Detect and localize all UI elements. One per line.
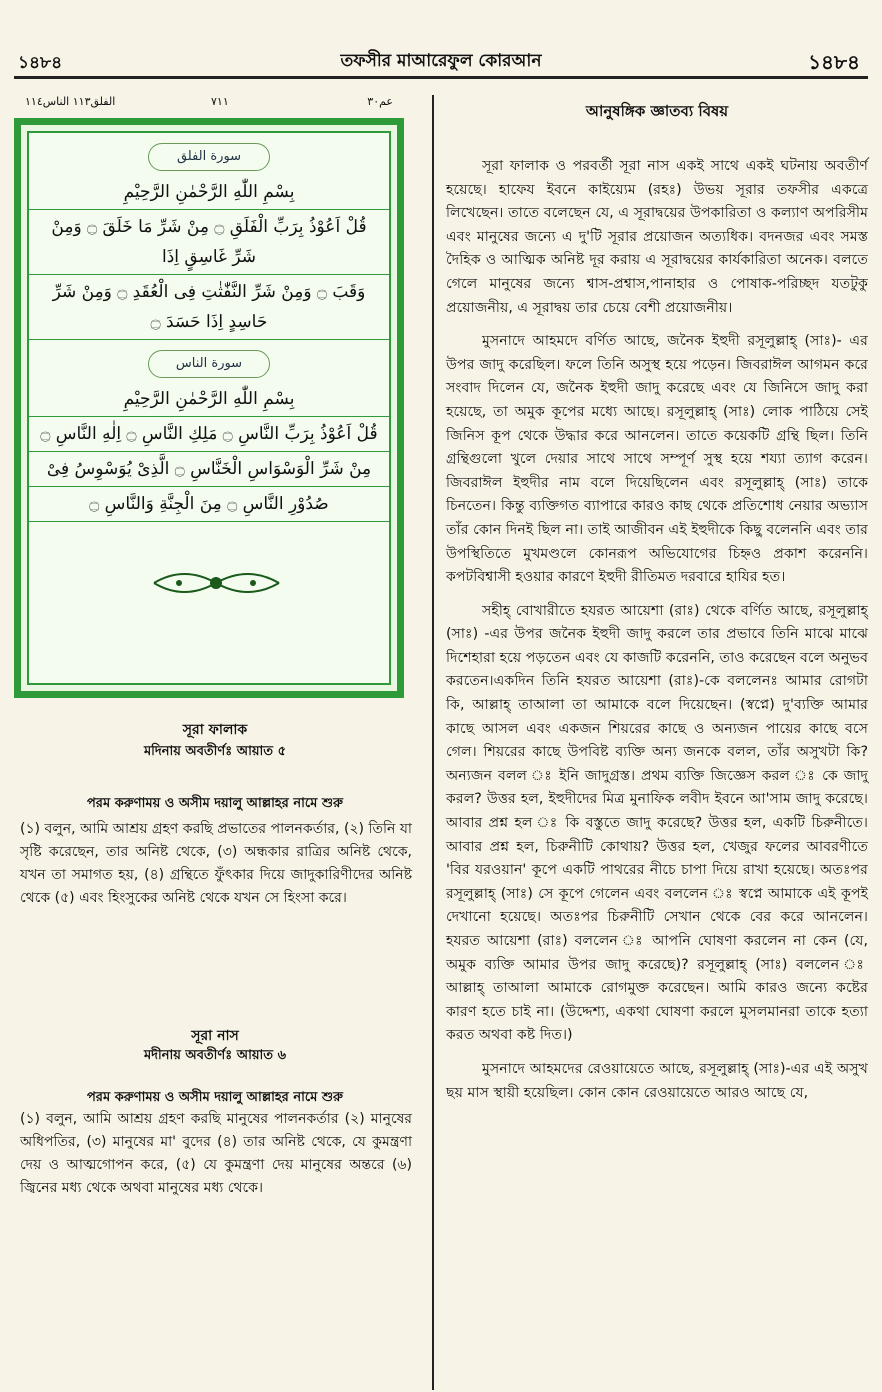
- commentary-paragraph: সূরা ফালাক ও পরবর্তী সূরা নাস একই সাথে একই ঘটনায় অবতীর্ণ হয়েছে। হাফেয ইবনে কাইয়্যেম (রহঃ) উভয় সূরার তফসীর একত্রে লিখেছেন। তাতে বলেছেন যে, এ সূরাদ্বয়ের উপকারিতা ও কল্যাণ অপরিসীম এবং মানুষের জন্যে এ দু'টি সূরার প্রয়োজন অত্যধিক। বদনজর এবং সমস্ত দৈহিক ও আত্মিক অনিষ্ট দূর করায় এ সূরাদ্বয়ের কার্যকারিতা অনেক। বলতে গেলে মানুষের জন্যে শ্বাস-প্রশ্বাস,পানাহার ও পোষাক-পরিচ্ছদ যতটুকু প্রয়োজনীয়, এ সূরাদ্বয় তার চেয়ে বেশী প্রয়োজনীয়।: [446, 158, 868, 316]
- page-number-right: ১৪৮৪: [808, 50, 860, 74]
- commentary-column: [446, 100, 868, 1115]
- book-title: তফসীর মাআরেফুল কোরআন: [340, 51, 542, 71]
- ayah-line: بِسْمِ اللّٰهِ الرَّحْمٰنِ الرَّحِيْمِ: [29, 175, 389, 210]
- ayah-line: قُلْ اَعُوْذُ بِرَبِّ الْفَلَقِ ۝ مِنْ شَرِّ مَا خَلَقَ ۝ وَمِنْ شَرِّ غَاسِقٍ اِذَا: [29, 210, 389, 275]
- quran-box-header: [21, 95, 397, 115]
- ayah-line: مِنْ شَرِّ الْوَسْوَاسِ الْخَنَّاسِ ۝ الَّذِىْ يُوَسْوِسُ فِىْ: [29, 452, 389, 487]
- end-ornament-icon: [149, 563, 284, 603]
- ayah-line: قُلْ اَعُوْذُ بِرَبِّ النَّاسِ ۝ مَلِكِ النَّاسِ ۝ اِلٰهِ النَّاسِ ۝: [29, 417, 389, 452]
- ayah-line: وَقَبَ ۝ وَمِنْ شَرِّ النَّفّٰثٰتِ فِى الْعُقَدِ ۝ وَمِنْ شَرِّ حَاسِدٍ اِذَا حَسَدَ ۝: [29, 275, 389, 340]
- falaq-bismillah-translation: পরম করুণাময় ও অসীম দয়ালু আল্লাহর নামে শুরু: [86, 796, 344, 811]
- quran-page-number: ٧١١: [211, 95, 229, 108]
- juz-label: عم٣٠: [367, 95, 393, 108]
- nas-translation: (১) বলুন, আমি আশ্রয় গ্রহণ করছি মানুষের পালনকর্তার (২) মানুষের অধিপতির, (৩) মানুষের মা' বুদের (৪) তার অনিষ্ট থেকে, যে কুমন্ত্রণা দেয় ও আত্মগোপন করে, (৫) যে কুমন্ত্রণা দেয় মানুষের অন্তরে (৬) জ্বিনের মধ্য থেকে অথবা মানুষের মধ্য থেকে।: [20, 1111, 412, 1196]
- page-header: [0, 40, 882, 80]
- surah-falaq-subtitle: মদিনায় অবতীর্ণঃ আয়াত ৫: [143, 744, 287, 759]
- header-rule: [14, 76, 868, 79]
- quran-text-frame: [14, 95, 404, 698]
- ayah-line: صُدُوْرِ النَّاسِ ۝ مِنَ الْجِنَّةِ وَالنَّاسِ ۝: [29, 487, 389, 522]
- commentary-paragraph: মুসনাদে আহমদের রেওয়ায়েতে আছে, রসূলুল্লাহ্ (সাঃ)-এর এই অসুখ ছয় মাস স্থায়ী হয়েছিল। কোন কোন রেওয়ায়েতে আরও আছে যে,: [446, 1060, 868, 1101]
- surah-falaq-title: সূরা ফালাক: [182, 722, 248, 738]
- page-number-left: ১৪৮৪: [18, 53, 63, 73]
- commentary-paragraph: সহীহ্ বোখারীতে হযরত আয়েশা (রাঃ) থেকে বর্ণিত আছে, রসূলুল্লাহ্ (সাঃ) -এর উপর জনৈক ইহুদী জাদু করলে তার প্রভাবে তিনি মাঝে মাঝে দিশেহারা হয়ে পড়তেন এবং যে কাজটি করেননি, তাও করেছেন বলে অনুভব করতেন।একদিন তিনি হযরত আয়েশা (রাঃ)-কে বললেনঃ আমার রোগটা কি, আল্লাহ্ তাআলা তা আমাকে বলে দিয়েছেন। (স্বপ্নে) দু'ব্যক্তি আমার কাছে আসল এবং একজন শিয়রের কাছে ও অন্যজন পায়ের কাছে বসে গেল। শিয়রের কাছে উপবিষ্ট ব্যক্তি অন্য জনকে বলল, তাঁর অসুখটা কি? অন্যজন বলল ঃ ইনি জাদুগ্রস্ত। প্রথম ব্যক্তি জিজ্ঞেস করল ঃ কে জাদু করল? উত্তর হল, ইহুদীদের মিত্র মুনাফিক লবীদ ইবনে আ'সাম জাদু করেছে। আবার প্রশ্ন হল ঃ কি বস্তুতে জাদু করেছে? উত্তর হল, একটি চিরুনীতে। আবার প্রশ্ন হল, চিরুনীটি কোথায়? উত্তর হল, খেজুর ফলের আবরণীতে 'বির যরওয়ান' কূপে একটি পাথরের নীচে চাপা দিয়ে রাখা হয়েছে। অতঃপর রসূলুল্লাহ্ (সাঃ) সে কূপে গেলেন এবং বললেন ঃ স্বপ্নে আমাকে এই কূপই দেখানো হয়েছে। অতঃপর চিরুনীটি সেখান থেকে বের করে আনলেন। হযরত আয়েশা (রাঃ) বললেন ঃ আপনি ঘোষণা করলেন না কেন (যে, অমুক ব্যক্তি আমার উপর জাদু করেছে)? রসূলুল্লাহ্ (সাঃ) বললেন ঃ আল্লাহ্ তাআলা আমাকে রোগমুক্ত করেছেন। আমি কারও জন্যে কষ্টের কারণ হতে চাই না। (উদ্দেশ্য, একথা ঘোষণা করলে মুসলমানরা তাকে হত্যা করত অথবা কষ্ট দিত।): [446, 602, 868, 1044]
- surah-nas-title: সূরা নাস: [191, 1028, 239, 1044]
- surah-nas-banner: سورة الناس: [148, 350, 270, 378]
- column-divider: [432, 95, 434, 1390]
- surah-falaq-banner: سورة الفلق: [148, 143, 270, 171]
- commentary-title: আনুষঙ্গিক জ্ঞাতব্য বিষয়: [585, 102, 729, 120]
- quran-text-inner: [27, 131, 391, 685]
- commentary-paragraph: মুসনাদে আহমদে বর্ণিত আছে, জনৈক ইহুদী রসূলুল্লাহ্ (সাঃ)- এর উপর জাদু করেছিল। ফলে তিনি অসুস্থ হয়ে পড়েন। জিবরাঈল আগমন করে সংবাদ দিলেন যে, জনৈক ইহুদী জাদু করেছে এবং যে জিনিসে জাদু করা হয়েছে, তা অমুক কূপের মধ্যে আছে। রসূলুল্লাহ্ (সাঃ) লোক পাঠিয়ে সেই জিনিস কূপ থেকে উদ্ধার করে আনলেন। তাতে কয়েকটি গ্রন্থি ছিল। তিনি গ্রন্থিগুলো খুলে দেয়ার সাথে সাথে সম্পূর্ণ সুস্থ হয়ে শয্যা ত্যাগ করেন। জিবরাঈল ইহুদীর নাম বলে দিয়েছিলেন এবং রসূলুল্লাহ্ (সাঃ) তাকে চিনতেন। কিন্তু ব্যক্তিগত ব্যাপারে কারও কাছ থেকে প্রতিশোধ নেয়ার অভ্যাস তাঁর কোন দিনই ছিল না। তাই আজীবন এই ইহুদীকে কিছু বলেননি এবং তার উপস্থিতিতে মুখমণ্ডলে কোনরূপ অভিযোগের চিহ্নও প্রকাশ করেননি। কপটবিশ্বাসী হওয়ার কারণে ইহুদী রীতিমত দরবারে হাযির হত।: [446, 333, 868, 586]
- surah-names-label: الفلق١١٣ الناس١١٤: [25, 95, 116, 108]
- nas-bismillah-translation: পরম করুণাময় ও অসীম দয়ালু আল্লাহর নামে শুরু: [86, 1090, 344, 1105]
- ayah-line: بِسْمِ اللّٰهِ الرَّحْمٰنِ الرَّحِيْمِ: [29, 382, 389, 417]
- surah-nas-subtitle: মদীনায় অবতীর্ণঃ আয়াত ৬: [143, 1048, 287, 1063]
- falaq-translation: (১) বলুন, আমি আশ্রয় গ্রহণ করছি প্রভাতের পালনকর্তার, (২) তিনি যা সৃষ্টি করেছেন, তার অনিষ্ট থেকে, (৩) অন্ধকার রাত্রির অনিষ্ট থেকে, যখন তা সমাগত হয়, (৪) গ্রন্থিতে ফুঁৎকার দিয়ে জাদুকারিণীদের অনিষ্ট থেকে (৫) এবং হিংসুকের অনিষ্ট থেকে যখন সে হিংসা করে।: [20, 821, 412, 906]
